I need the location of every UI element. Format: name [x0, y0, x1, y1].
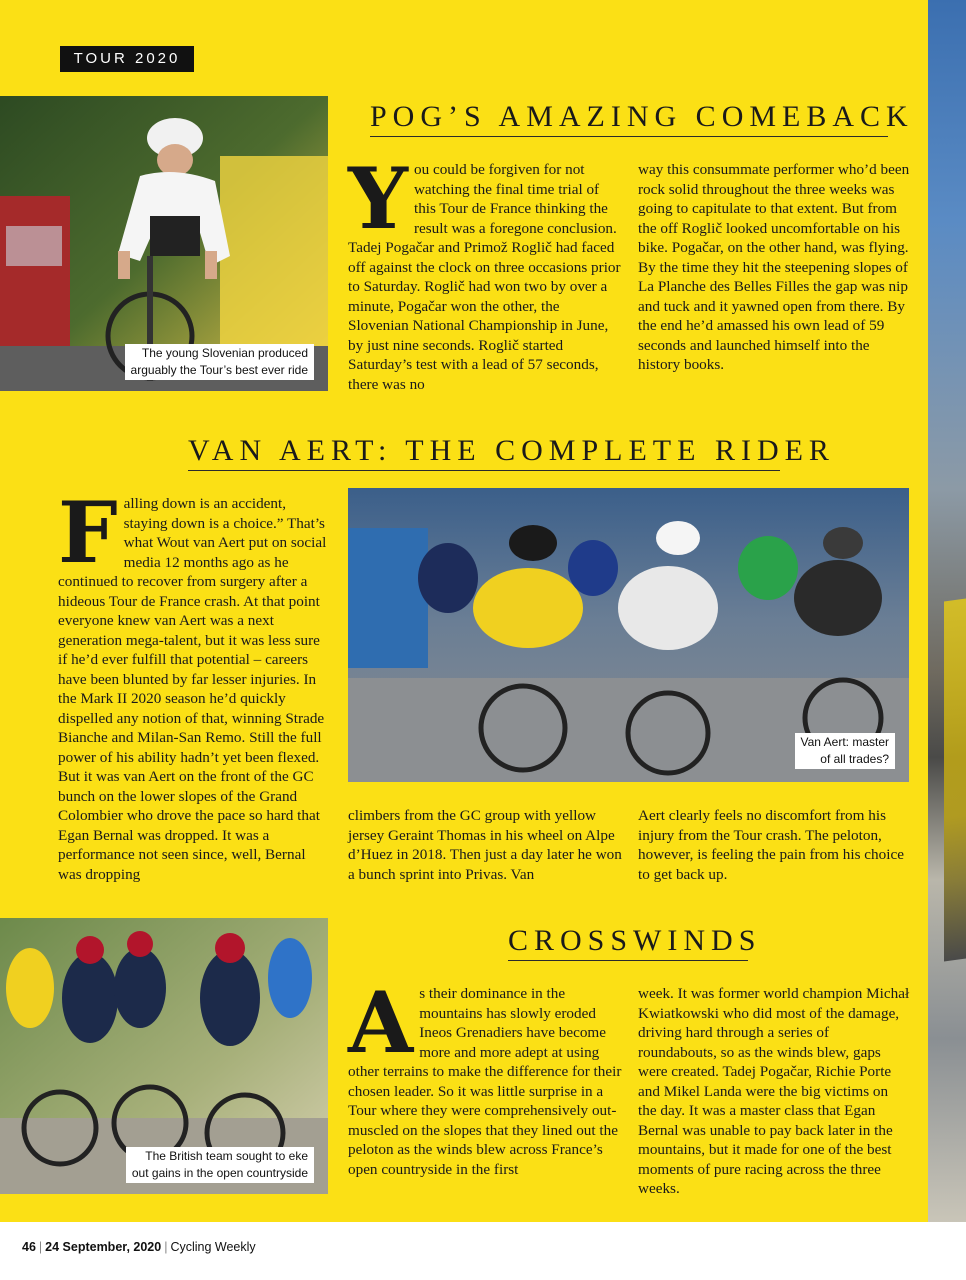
- footer-separator-2: |: [164, 1240, 168, 1254]
- pogacar-time-trial-photo: [0, 96, 328, 391]
- issue-date: 24 September, 2020: [45, 1240, 162, 1254]
- van-aert-headline: VAN AERT: THE COMPLETE RIDER: [188, 434, 780, 471]
- pogacar-body-col-2: way this consummate performer who’d been rock solid throughout the three weeks was going to capitulate to that extent. But from the off Roglič looked uncomfortable on his bike. Pogačar, on the other hand, was flying. By the time they hit the steepening slopes of La Planche des Belles Filles the gap was nip and tuck and it yawned open from there. By the end he’d amassed his own lead of 59 seconds and launched himself into the history books.: [638, 161, 910, 373]
- pogacar-body-col-1: [348, 149, 622, 394]
- van-aert-col-1-text: alling down is an accident, staying down is a choice.” That’s what Wout van Aert put on social media 12 months ago as he continued to recover from surgery after a hideous Tour de France crash. At that point everyone knew van Aert was a next generation mega-talent, but it was less sure if he’d ever fulfill that potential – careers have been blunted by far lesser injuries. In the Mark II 2020 season he’d quickly dispelled any notion of that, winning Strade Bianche and Milan-San Remo. Still the full power of his ability hadn’t yet been flexed. But it was van Aert on the front of the GC bunch on the lower slopes of the Grand Colombier who drove the pace so hard that Egan Bernal was dropped. It was a performance not seen since, well, Bernal was dropping: [58, 495, 327, 883]
- page-number: 46: [22, 1240, 36, 1254]
- van-aert-sprint-photo: [348, 488, 909, 782]
- section-tag: TOUR 2020: [60, 46, 194, 72]
- page-footer: [22, 1240, 256, 1254]
- crosswinds-headline: CROSSWINDS: [508, 924, 748, 961]
- crosswinds-col-1-text: s their dominance in the mountains has slowly eroded Ineos Grenadiers have become more and more adept at using other terrains to make the difference for their chosen leader. So it was little surprise in a Tour where they were comprehensively out-muscled on the slopes that they lined out the peloton as the winds blew across France’s open countryside in the first: [348, 985, 622, 1178]
- adjacent-page-photo-detail: [944, 598, 966, 961]
- ineos-crosswinds-photo: [0, 918, 328, 1194]
- crosswinds-dropcap: A: [348, 973, 414, 1072]
- pogacar-col-1-text: ou could be forgiven for not watching the final time trial of this Tour de France thinking the result was a foregone conclusion. Tadej Pogačar and Primož Roglič had faced off against the clock on three occasions prior to Saturday. Roglič had won two by over a minute, Pogačar won the other, the Slovenian National Championship in June, by just nine seconds. Roglič started Saturday’s test with a lead of 57 seconds, there was no: [348, 161, 621, 393]
- pogacar-headline: POG’S AMAZING COMEBACK: [370, 100, 888, 137]
- ineos-caption-line-2: out gains in the open countryside: [131, 1166, 308, 1180]
- crosswinds-body-col-2: week. It was former world champion Michał Kwiatkowski who did most of the damage, driving hard through a series of roundabouts, so as the winds blew, gaps were created. Tadej Pogačar, Richie Porte and Mikel Landa were the big victims on the day. It was a master class that Egan Bernal was unable to pay back later in the mountains, but it made for one of the best moments of pure racing across the three weeks.: [638, 985, 910, 1197]
- van-aert-dropcap: F: [58, 483, 118, 582]
- van-aert-caption-line-1: Van Aert: master: [800, 735, 889, 749]
- pogacar-photo-caption: [125, 344, 314, 380]
- footer-separator-1: |: [38, 1240, 43, 1254]
- publication-name: Cycling Weekly: [170, 1240, 256, 1254]
- pogacar-dropcap: Y: [348, 149, 408, 248]
- van-aert-caption-line-2: of all trades?: [820, 752, 889, 766]
- pogacar-caption-line-1: The young Slovenian produced: [141, 346, 308, 360]
- ineos-caption-line-1: The British team sought to eke: [145, 1149, 308, 1163]
- pogacar-caption-line-2: arguably the Tour’s best ever ride: [130, 363, 308, 377]
- crosswinds-body-col-1: [348, 973, 624, 1179]
- van-aert-body-col-3: Aert clearly feels no discomfort from his injury from the Tour crash. The peloton, however, is feeling the pain from his choice to get back up.: [638, 807, 904, 883]
- van-aert-photo-caption: [795, 733, 895, 769]
- van-aert-body-col-1: [58, 483, 330, 884]
- van-aert-body-col-2: climbers from the GC group with yellow jersey Geraint Thomas in his wheel on Alpe d’Huez in 2018. Then just a day later he won a bunch sprint into Privas. Van: [348, 807, 622, 883]
- ineos-photo-caption: [126, 1147, 314, 1183]
